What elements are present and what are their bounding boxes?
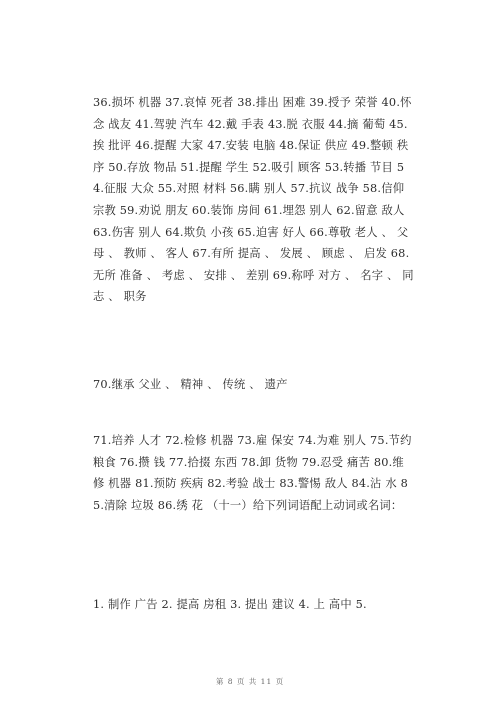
paragraph-word-pairs-36-69: 36.损坏 机器 37.哀悼 死者 38.排出 困难 39.授予 荣誉 40.怀念 战友 41.驾驶 汽车 42.戴 手表 43.脱 衣服 44.摘 葡萄 45.挨 批评 46.提醒 大家 47.安装 电脑 48.保证 供应 49.整顿 秩序 50.存放 物品 51.提醒 学生 52.吸引 顾客 53.转播 节目 54.征服 大众 55.对照 材料 56.瞒 别人 57.抗议 战争 58.信仰 宗教 59.劝说 朋友 60.装饰 房间 61.埋怨 别人 62.留意 敌人 63.伤害 别人 64.欺负 小孩 65.迫害 好人 66.尊敬 老人 、 父母 、 教师 、 客人 67.有所 提高 、 发展 、 顾虑 、 启发 68.无所 准备 、 考虑 、 安排 、 差别 69.称呼 对方 、 名字 、 同志 、 职务 xyxy=(93,96,414,304)
paragraph-exercise-answers: 1. 制作 广告 2. 提高 房租 3. 提出 建议 4. 上 高中 5. xyxy=(93,598,367,611)
paragraph-word-pairs-71-86: 71.培养 人才 72.检修 机器 73.雇 保安 74.为难 别人 75.节约 粮食 76.攒 钱 77.拾掇 东西 78.卸 货物 79.忍受 痛苦 80.维修 机器 81.预防 疾病 82.考验 战士 83.警惕 敌人 84.沾 水 85.清除 垃圾 86.绣 花 （十一）给下列词语配上动词或名词： xyxy=(93,434,412,512)
page-footer: 第 8 页 共 11 页 xyxy=(215,677,285,686)
paragraph-word-pairs-70: 70.继承 父业 、 精神 、 传统 、 遗产 xyxy=(93,378,288,391)
